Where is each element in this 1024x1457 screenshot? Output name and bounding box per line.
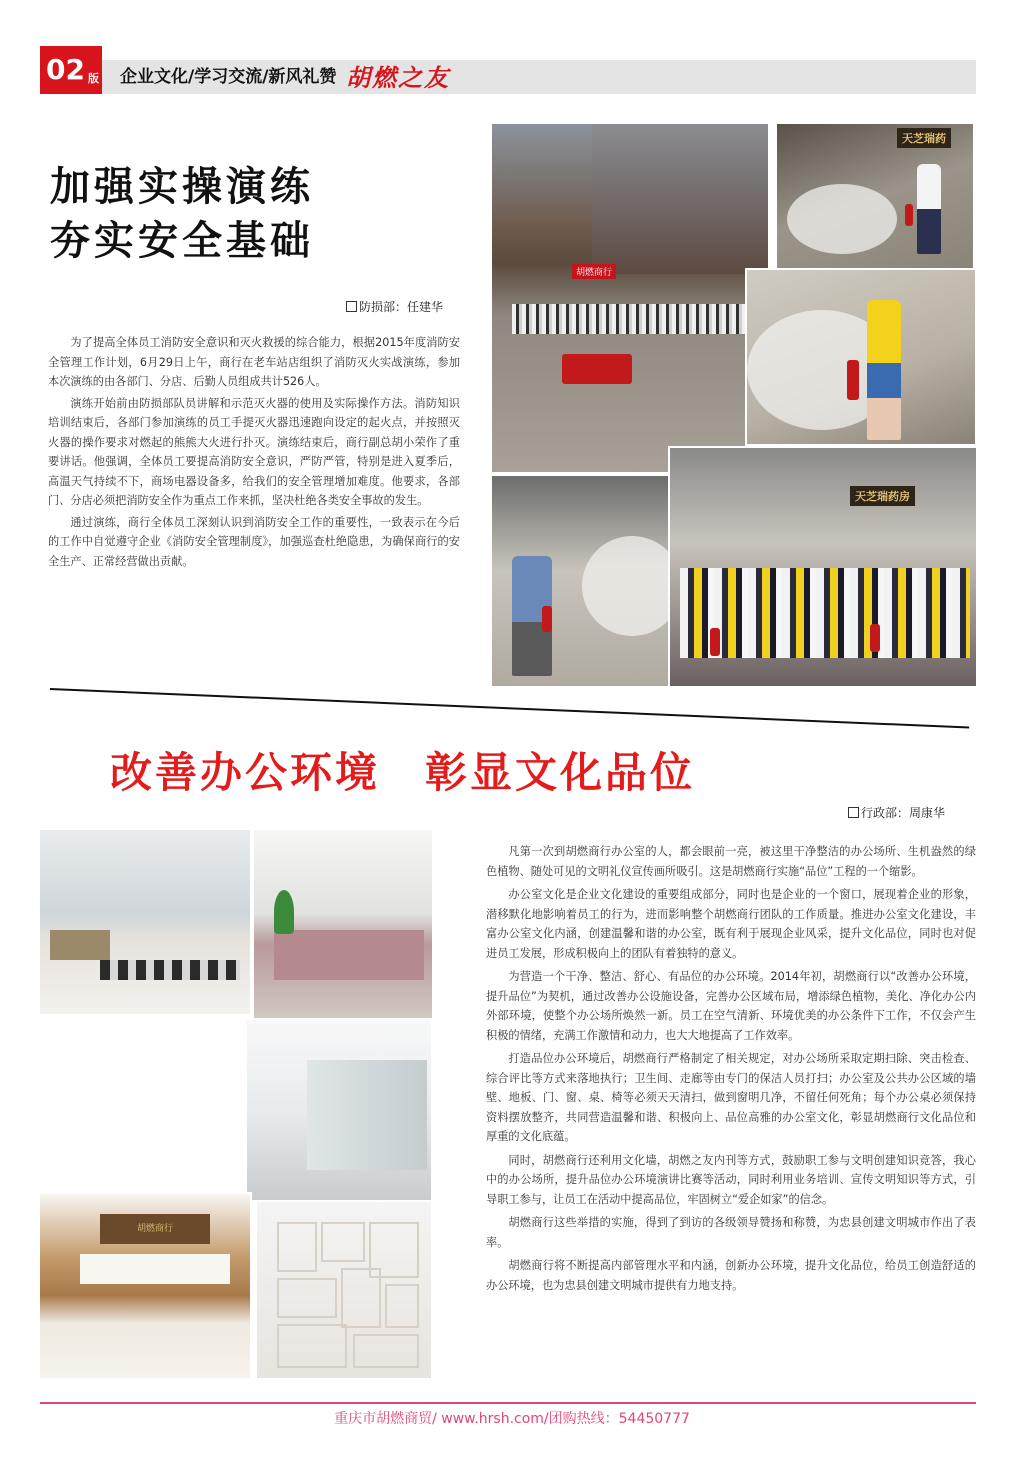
article1-paragraph: 通过演练，商行全体员工深刻认识到消防安全工作的重要性，一致表示在今后的工作中自觉遵守企业《消防安全管理制度》，加强巡查杜绝隐患，为确保商行的安全生产、正常经营做出贡献。 [48, 515, 460, 568]
article2-byline [848, 804, 945, 821]
page-number-suffix: 版 [88, 72, 99, 85]
extinguisher [542, 606, 552, 632]
extinguisher [710, 628, 720, 656]
article1-paragraph: 演练开始前由防损部队员讲解和示范灭火器的使用及实际操作方法。消防知识培训结束后，各部门参加演练的员工手提灭火器迅速跑向设定的起火点，并按照灭火器的操作要求对燃起的熊熊大火进行扑灭。演练结束后，商行副总胡小荣作了重要讲话。他强调，全体员工要提高消防安全意识，严防严管，特别是进入夏季后，高温天气持续不下，商场电器设备多，给我们的安全管理增加难度。他要求，各部门、分店必须把消防安全作为重点工作来抓，坚决杜绝各类安全事故的发生。 [48, 396, 460, 507]
photo-office-cubicles [252, 828, 434, 1040]
photo-extinguisher-demo [775, 122, 975, 272]
article1-body [48, 333, 460, 571]
shelf-cell [385, 1284, 419, 1328]
smoke-cloud [582, 536, 680, 636]
pharmacy-sign: 天芝瑞药 [897, 128, 951, 148]
article2-body [486, 842, 976, 1295]
article2-paragraph: 为营造一个干净、整洁、舒心、有品位的办公环境。2014年初，胡燃商行以“改善办公环境，提升品位”为契机，通过改善办公设施设备，完善办公区域布局，增添绿色植物，美化、净化办公内外部环境，使整个办公场所焕然一新。员工在空气清新、环境优美的办公条件下工作，不仅会产生积极的情绪，充满工作激情和动力，也大大地提高了工作效率。 [486, 970, 976, 1042]
article1-byline-text: 防损部：任建华 [359, 300, 444, 314]
extinguisher-group [562, 354, 632, 384]
article2-paragraph: 办公室文化是企业文化建设的重要组成部分，同时也是企业的一个窗口，展现着企业的形象，潜移默化地影响着员工的行为，进而影响整个胡燃商行团队的工作质量。推进办公室文化建设，丰富办公室文化内涵，创建温馨和谐的办公室，既有利于展现企业风采，提升文化品位，同时也对促进员工发展，形成积极向上的团队有着独特的意义。 [486, 888, 976, 960]
byline-box-icon [346, 301, 357, 312]
shelf-cell [353, 1334, 419, 1368]
photo-yellow-shirt [745, 268, 977, 446]
reception-desk [80, 1254, 230, 1284]
building-facade [592, 124, 770, 274]
page-number: 02 [40, 46, 102, 94]
article2-paragraph: 胡燃商行这些举措的实施，得到了到访的各级领导赞扬和称赞，为忠县创建文明城市作出了表率。 [486, 1216, 976, 1249]
shelf-cell [277, 1222, 317, 1272]
photo-staff-running [668, 446, 978, 688]
article1-title-line1: 加强实操演练 [50, 164, 314, 210]
staff-figure [917, 164, 941, 254]
desk-row [100, 960, 240, 980]
photo-reception [38, 1192, 252, 1380]
footer-text: 重庆市胡燃商贸/ www.hrsh.com/团购热线：54450777 [334, 1411, 690, 1427]
article2-paragraph: 同时，胡燃商行还利用文化墙，胡燃之友内刊等方式，鼓励职工参与文明创建知识竞答，我心中的办公场所，提升品位办公环境演讲比赛等活动，同时利用业务培训、宣传文明知识等方式，引导职工参与，让员工在活动中提高品位，牢固树立“爱企如家”的信念。 [486, 1153, 976, 1206]
extinguisher [905, 204, 913, 226]
culture-wall [50, 930, 110, 960]
extinguisher [870, 624, 880, 652]
shelf-cell [341, 1268, 381, 1328]
article2-paragraph: 凡第一次到胡燃商行办公室的人，都会眼前一亮，被这里干净整洁的办公场所、生机盎然的绿色植物、随处可见的文明礼仪宣传画所吸引。这是胡燃商行实施“品位”工程的一个缩影。 [486, 845, 976, 878]
section-labels: 企业文化/学习交流/新风礼赞 [120, 67, 337, 87]
article2-paragraph: 打造品位办公环境后，胡燃商行严格制定了相关规定，对办公场所采取定期扫除、突击检查、综合评比等方式来落地执行；卫生间、走廊等由专门的保洁人员打扫；办公室及公共办公区域的墙壁、地板、门、窗、桌、椅等必须天天清扫，做到窗明几净，不留任何死角；每个办公桌必须保持资料摆放整齐，共同营造温馨和谐、积极向上、品位高雅的办公室文化，彰显胡燃商行文化品位和厚重的文化底蕴。 [486, 1052, 976, 1143]
extinguisher [847, 360, 859, 400]
article2-title: 改善办公环境 彰显文化品位 [110, 748, 696, 797]
article2-byline-text: 行政部：周康华 [861, 806, 946, 820]
photo-instructor [490, 474, 680, 688]
section-divider [50, 688, 969, 729]
shelf-cell [321, 1222, 365, 1262]
photo-office-open-plan [38, 828, 252, 1016]
plant [274, 890, 294, 934]
staff-figure [867, 300, 901, 440]
article1-title-line2: 夯实安全基础 [50, 218, 314, 264]
staff-crowd [512, 304, 762, 334]
glass-partition [307, 1060, 427, 1170]
photo-drill-assembly [490, 122, 770, 474]
shelf-cell [277, 1278, 337, 1318]
reception-logo: 胡燃商行 [136, 1224, 173, 1234]
article2-paragraph: 胡燃商行将不断提高内部管理水平和内涵，创新办公环境，提升文化品位，给员工创造舒适的办公环境，也为忠县创建文明城市提供有力地支持。 [486, 1259, 976, 1292]
byline-box-icon [848, 807, 859, 818]
masthead-logo: 胡燃之友 [346, 63, 450, 92]
footer-rule [40, 1402, 976, 1404]
article1-paragraph: 为了提高全体员工消防安全意识和灭火救援的综合能力，根据2015年度消防安全管理工作计划，6月29日上午，商行在老车站店组织了消防灭火实战演练，参加本次演练的由各部门、分店、后勤人员组成共计526人。 [48, 336, 460, 388]
article1-byline [346, 298, 443, 315]
photo-office-corridor [245, 1018, 433, 1202]
store-sign: 胡燃商行 [572, 264, 616, 279]
photo-bookshelf [255, 1200, 433, 1380]
running-staff-group [680, 568, 970, 658]
smoke-cloud [787, 184, 897, 254]
reception-logo-wall [100, 1214, 210, 1244]
shelf-cell [277, 1324, 347, 1368]
article1-title [50, 160, 314, 268]
pharmacy-sign-full: 天芝瑞药房 [850, 486, 915, 506]
cubicle-partition [274, 930, 424, 980]
